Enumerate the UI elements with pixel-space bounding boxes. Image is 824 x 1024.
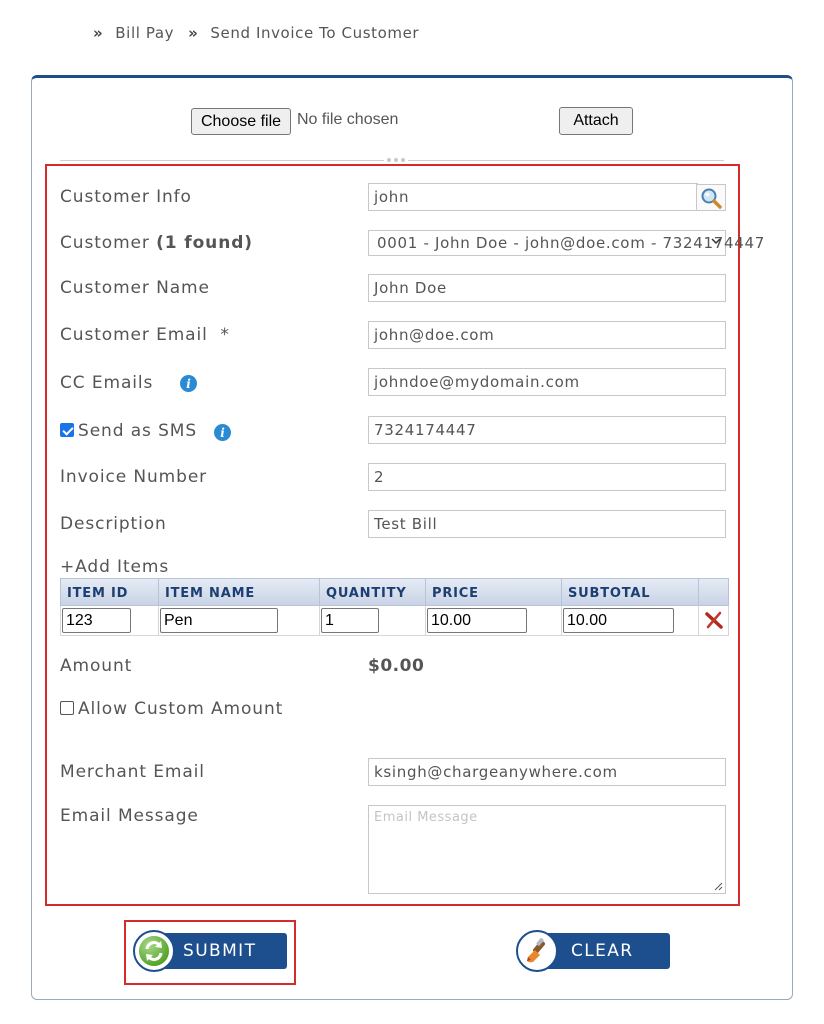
amount-label: Amount <box>60 656 133 676</box>
cell-subtotal <box>562 606 699 635</box>
cc-emails-input[interactable]: johndoe@mydomain.com <box>368 368 726 396</box>
add-items-link[interactable]: +Add Items <box>60 557 170 577</box>
sms-phone-input[interactable]: 7324174447 <box>368 416 726 444</box>
breadcrumb-separator: » <box>188 24 199 42</box>
customer-select-value: 0001 - John Doe - john@doe.com - 7324174447 <box>377 234 765 252</box>
breadcrumb <box>93 24 433 42</box>
customer-email-label: Customer Email * <box>60 325 230 345</box>
info-icon[interactable]: i <box>180 375 197 392</box>
column-header-item-id: ITEM ID <box>61 579 159 605</box>
brush-icon[interactable] <box>516 930 558 972</box>
search-icon <box>697 185 725 211</box>
merchant-email-input[interactable]: ksingh@chargeanywhere.com <box>368 758 726 786</box>
customer-name-input[interactable]: John Doe <box>368 274 726 302</box>
breadcrumb-item-send-invoice: Send Invoice To Customer <box>210 24 420 42</box>
customer-found-count: (1 found) <box>156 233 253 253</box>
resize-handle-icon[interactable] <box>714 882 723 891</box>
cell-quantity <box>320 606 426 635</box>
breadcrumb-item-bill-pay[interactable]: Bill Pay <box>115 24 175 42</box>
info-icon[interactable]: i <box>214 424 231 441</box>
cell-actions <box>699 606 728 635</box>
items-table-header <box>60 578 729 606</box>
column-header-subtotal: SUBTOTAL <box>562 579 699 605</box>
description-label: Description <box>60 514 167 534</box>
customer-label-text: Customer <box>60 233 157 253</box>
amount-value: $0.00 <box>368 656 425 676</box>
send-sms-label: Send as SMS <box>78 421 198 441</box>
item-id-input[interactable]: 123 <box>62 608 131 633</box>
column-header-quantity: QUANTITY <box>320 579 426 605</box>
invoice-number-label: Invoice Number <box>60 467 208 487</box>
refresh-icon[interactable] <box>133 930 175 972</box>
customer-info-label: Customer Info <box>60 187 192 207</box>
email-message-textarea[interactable] <box>368 805 726 894</box>
cell-item-name <box>159 606 320 635</box>
customer-label <box>60 233 253 253</box>
submit-button[interactable] <box>158 933 287 969</box>
customer-info-input[interactable]: john <box>368 183 698 211</box>
column-header-price: PRICE <box>426 579 562 605</box>
customer-email-input[interactable]: john@doe.com <box>368 321 726 349</box>
file-status-text: No file chosen <box>297 111 399 128</box>
price-input[interactable]: 10.00 <box>427 608 527 633</box>
attach-button[interactable]: Attach <box>559 107 633 135</box>
breadcrumb-separator: » <box>93 24 104 42</box>
quantity-input[interactable]: 1 <box>321 608 379 633</box>
choose-file-button[interactable]: Choose file <box>191 108 291 135</box>
subtotal-input[interactable]: 10.00 <box>563 608 674 633</box>
invoice-number-input[interactable]: 2 <box>368 463 726 491</box>
submit-button-label: SUBMIT <box>183 941 257 961</box>
cell-item-id <box>61 606 159 635</box>
customer-search-button[interactable] <box>696 184 726 211</box>
table-row <box>60 606 729 636</box>
allow-custom-amount-checkbox[interactable] <box>60 701 74 715</box>
allow-custom-amount-label: Allow Custom Amount <box>78 699 284 719</box>
cc-emails-label: CC Emails <box>60 373 154 393</box>
clear-button-label: CLEAR <box>571 941 634 961</box>
email-message-label: Email Message <box>60 806 199 826</box>
column-header-item-name: ITEM NAME <box>159 579 320 605</box>
description-input[interactable]: Test Bill <box>368 510 726 538</box>
merchant-email-label: Merchant Email <box>60 762 205 782</box>
cell-price <box>426 606 562 635</box>
column-header-actions <box>699 579 728 605</box>
customer-select[interactable] <box>368 230 765 256</box>
send-sms-checkbox[interactable] <box>60 423 74 437</box>
item-name-input[interactable]: Pen <box>160 608 278 633</box>
customer-name-label: Customer Name <box>60 278 210 298</box>
delete-icon[interactable] <box>705 611 723 629</box>
items-table <box>60 578 729 636</box>
chevron-down-icon <box>711 234 721 248</box>
clear-button[interactable] <box>540 933 670 969</box>
email-message-placeholder: Email Message <box>374 810 478 825</box>
